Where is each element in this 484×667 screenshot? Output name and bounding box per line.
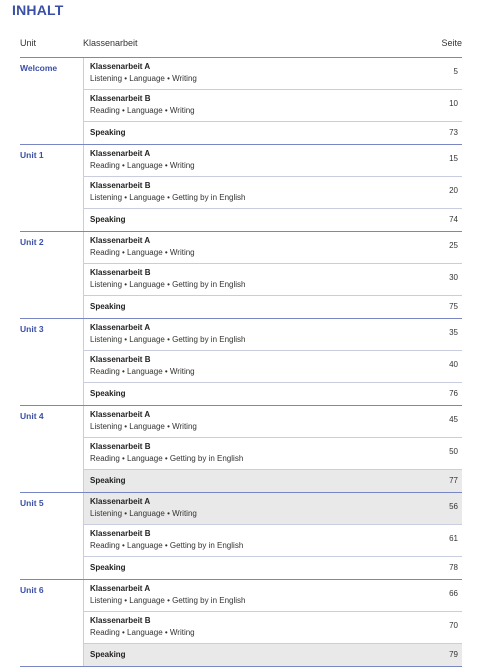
page-number: 70 xyxy=(449,621,458,630)
klassenarbeit-a-row[interactable] xyxy=(84,232,462,264)
row-title: Klassenarbeit B xyxy=(90,442,151,451)
unit-name[interactable]: Unit 5 xyxy=(20,498,44,508)
unit-block xyxy=(20,58,462,145)
row-title: Klassenarbeit A xyxy=(90,62,151,71)
speaking-row[interactable] xyxy=(84,470,462,492)
row-skills: Reading • Language • Getting by in English xyxy=(90,454,244,463)
klassenarbeit-a-row[interactable] xyxy=(84,493,462,525)
klassenarbeit-b-row[interactable] xyxy=(84,612,462,644)
klassenarbeit-b-row[interactable] xyxy=(84,351,462,383)
row-title: Klassenarbeit B xyxy=(90,529,151,538)
page-number: 20 xyxy=(449,186,458,195)
klassenarbeit-b-row[interactable] xyxy=(84,264,462,296)
klassenarbeit-a-row[interactable] xyxy=(84,406,462,438)
page-number: 66 xyxy=(449,589,458,598)
unit-rows xyxy=(83,319,462,405)
row-title: Speaking xyxy=(90,650,126,659)
page-number: 75 xyxy=(449,302,458,311)
unit-rows xyxy=(83,145,462,231)
page-number: 56 xyxy=(449,502,458,511)
unit-name[interactable]: Unit 1 xyxy=(20,150,44,160)
row-skills: Reading • Language • Getting by in English xyxy=(90,541,244,550)
page-number: 5 xyxy=(453,67,458,76)
header-seite: Seite xyxy=(441,38,462,48)
unit-block xyxy=(20,580,462,667)
row-skills: Reading • Language • Writing xyxy=(90,161,195,170)
row-skills: Listening • Language • Getting by in English xyxy=(90,280,246,289)
row-skills: Reading • Language • Writing xyxy=(90,248,195,257)
row-title: Speaking xyxy=(90,389,126,398)
speaking-row[interactable] xyxy=(84,644,462,666)
unit-name[interactable]: Unit 4 xyxy=(20,411,44,421)
klassenarbeit-b-row[interactable] xyxy=(84,90,462,122)
row-skills: Listening • Language • Writing xyxy=(90,422,197,431)
speaking-row[interactable] xyxy=(84,383,462,405)
unit-name[interactable]: Unit 2 xyxy=(20,237,44,247)
unit-name[interactable]: Welcome xyxy=(20,63,58,73)
row-skills: Reading • Language • Writing xyxy=(90,106,195,115)
klassenarbeit-b-row[interactable] xyxy=(84,438,462,470)
page-number: 10 xyxy=(449,99,458,108)
row-title: Speaking xyxy=(90,128,126,137)
row-skills: Listening • Language • Getting by in English xyxy=(90,193,246,202)
row-title: Klassenarbeit A xyxy=(90,149,151,158)
row-title: Speaking xyxy=(90,563,126,572)
page-number: 77 xyxy=(449,476,458,485)
row-title: Klassenarbeit A xyxy=(90,236,151,245)
unit-rows xyxy=(83,493,462,579)
unit-block xyxy=(20,406,462,493)
row-title: Klassenarbeit B xyxy=(90,94,151,103)
page-number: 50 xyxy=(449,447,458,456)
unit-block xyxy=(20,232,462,319)
speaking-row[interactable] xyxy=(84,557,462,579)
row-title: Klassenarbeit B xyxy=(90,268,151,277)
klassenarbeit-a-row[interactable] xyxy=(84,319,462,351)
klassenarbeit-b-row[interactable] xyxy=(84,525,462,557)
unit-rows xyxy=(83,580,462,666)
speaking-row[interactable] xyxy=(84,296,462,318)
row-title: Klassenarbeit B xyxy=(90,616,151,625)
header-unit: Unit xyxy=(20,38,37,48)
page-title: INHALT xyxy=(12,2,64,18)
unit-rows xyxy=(83,406,462,492)
page-number: 74 xyxy=(449,215,458,224)
klassenarbeit-a-row[interactable] xyxy=(84,58,462,90)
unit-block xyxy=(20,493,462,580)
unit-name[interactable]: Unit 3 xyxy=(20,324,44,334)
page-number: 35 xyxy=(449,328,458,337)
speaking-row[interactable] xyxy=(84,122,462,144)
klassenarbeit-a-row[interactable] xyxy=(84,145,462,177)
header-klassenarbeit: Klassenarbeit xyxy=(83,38,138,48)
page-number: 25 xyxy=(449,241,458,250)
table-header xyxy=(20,38,462,54)
row-title: Klassenarbeit A xyxy=(90,410,151,419)
page-number: 61 xyxy=(449,534,458,543)
page-number: 73 xyxy=(449,128,458,137)
contents-table xyxy=(20,58,462,667)
row-title: Klassenarbeit A xyxy=(90,323,151,332)
row-skills: Listening • Language • Writing xyxy=(90,74,197,83)
page-number: 78 xyxy=(449,563,458,572)
row-title: Speaking xyxy=(90,302,126,311)
row-title: Speaking xyxy=(90,215,126,224)
klassenarbeit-a-row[interactable] xyxy=(84,580,462,612)
page-number: 45 xyxy=(449,415,458,424)
row-title: Klassenarbeit A xyxy=(90,584,151,593)
unit-block xyxy=(20,319,462,406)
row-skills: Listening • Language • Getting by in English xyxy=(90,596,246,605)
row-title: Klassenarbeit B xyxy=(90,181,151,190)
page-number: 79 xyxy=(449,650,458,659)
unit-rows xyxy=(83,232,462,318)
row-skills: Reading • Language • Writing xyxy=(90,628,195,637)
row-skills: Listening • Language • Writing xyxy=(90,509,197,518)
row-skills: Listening • Language • Getting by in English xyxy=(90,335,246,344)
speaking-row[interactable] xyxy=(84,209,462,231)
page-number: 40 xyxy=(449,360,458,369)
row-title: Speaking xyxy=(90,476,126,485)
page-number: 15 xyxy=(449,154,458,163)
page-number: 76 xyxy=(449,389,458,398)
unit-name[interactable]: Unit 6 xyxy=(20,585,44,595)
unit-rows xyxy=(83,58,462,144)
unit-block xyxy=(20,145,462,232)
row-title: Klassenarbeit B xyxy=(90,355,151,364)
row-title: Klassenarbeit A xyxy=(90,497,151,506)
page-number: 30 xyxy=(449,273,458,282)
klassenarbeit-b-row[interactable] xyxy=(84,177,462,209)
row-skills: Reading • Language • Writing xyxy=(90,367,195,376)
